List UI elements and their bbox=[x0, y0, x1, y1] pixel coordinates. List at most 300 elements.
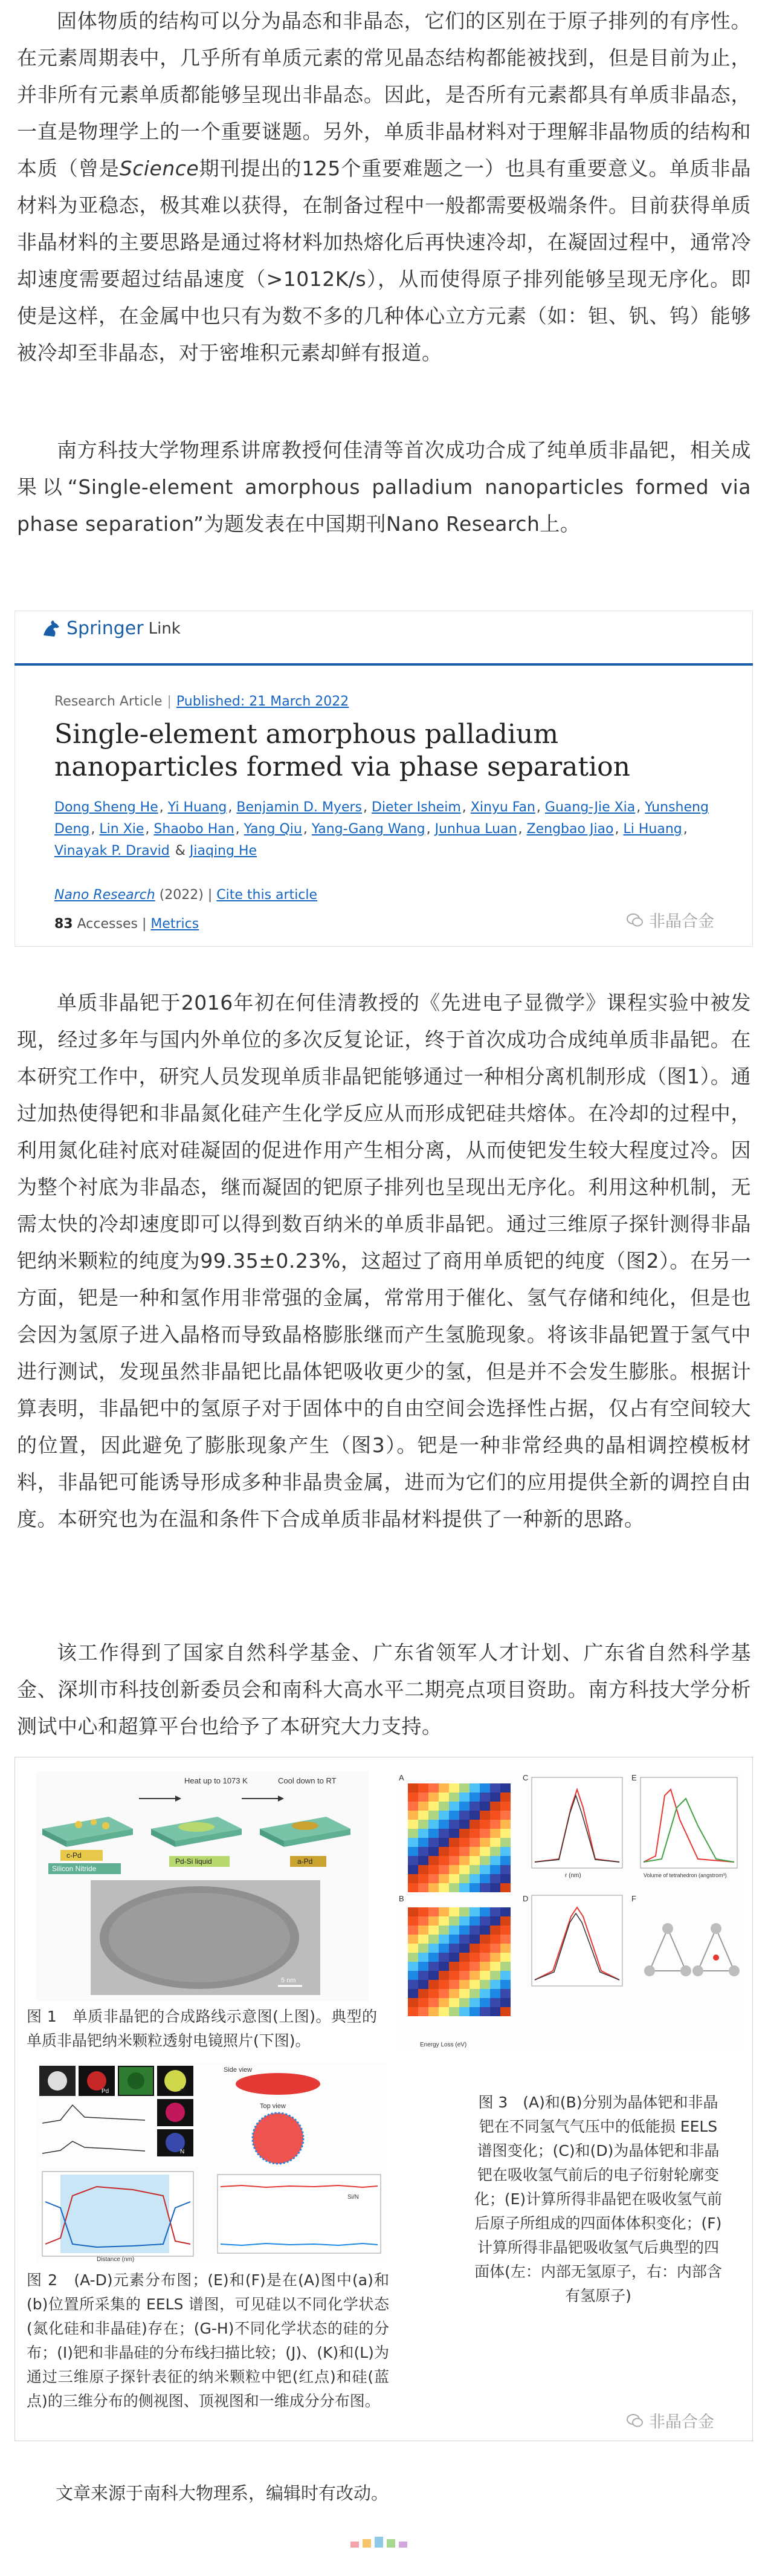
heatmap-cell bbox=[428, 1838, 439, 1847]
heatmap-cell bbox=[470, 1962, 480, 1971]
heatmap-cell bbox=[490, 1856, 500, 1865]
heatmap-cell bbox=[428, 1926, 439, 1935]
author-link[interactable]: Benjamin D. Myers bbox=[236, 800, 362, 815]
heatmap-cell bbox=[449, 1989, 459, 1998]
author-ampersand: & bbox=[175, 843, 190, 858]
journal-line bbox=[54, 887, 317, 903]
author-link[interactable]: Lin Xie bbox=[99, 822, 144, 837]
heatmap-cell bbox=[418, 1792, 428, 1802]
heatmap-cell bbox=[490, 1926, 500, 1935]
watermark-figure bbox=[626, 2409, 714, 2432]
heatmap-cell bbox=[459, 1829, 470, 1838]
cite-article-link[interactable]: Cite this article bbox=[216, 887, 318, 903]
heatmap-cell bbox=[418, 1838, 428, 1847]
heatmap-cell bbox=[459, 1980, 470, 1989]
heatmap-cell bbox=[459, 1926, 470, 1935]
heatmap-cell bbox=[470, 1811, 480, 1820]
journal-year: (2022) bbox=[159, 887, 204, 903]
heatmap-cell bbox=[470, 1792, 480, 1802]
heatmap-cell bbox=[490, 1874, 500, 1883]
heatmap-cell bbox=[439, 1935, 449, 1944]
heatmap-cell bbox=[428, 1980, 439, 1989]
heatmap-cell bbox=[480, 1907, 490, 1916]
heatmap-cell bbox=[459, 1962, 470, 1971]
heatmap-cell bbox=[470, 1847, 480, 1856]
heatmap-cell bbox=[408, 1916, 418, 1926]
heatmap-cell bbox=[449, 1907, 459, 1916]
heatmap-cell bbox=[428, 1962, 439, 1971]
heatmap-cell bbox=[408, 1980, 418, 1989]
heatmap-cell bbox=[500, 1926, 511, 1935]
fig2-sin-label: Si/N bbox=[347, 2194, 359, 2201]
author-link[interactable]: Dong Sheng He bbox=[54, 800, 158, 815]
heatmap-cell bbox=[439, 1971, 449, 1980]
heatmap-cell bbox=[408, 1856, 418, 1865]
heatmap-cell bbox=[500, 1971, 511, 1980]
author-link[interactable]: Yunsheng Deng bbox=[54, 800, 709, 837]
heatmap-cell bbox=[428, 1802, 439, 1811]
heatmap-cell bbox=[470, 1907, 480, 1916]
heatmap-cell bbox=[459, 1874, 470, 1883]
heatmap-cell bbox=[428, 1989, 439, 1998]
heatmap-cell bbox=[428, 1883, 439, 1892]
heatmap-cell bbox=[418, 1962, 428, 1971]
meta-separator: | bbox=[167, 694, 172, 709]
end-decoration bbox=[350, 2537, 407, 2548]
fig2-side-view: Side view bbox=[224, 2066, 253, 2074]
heatmap-cell bbox=[459, 1935, 470, 1944]
fig2-top-view: Top view bbox=[260, 2103, 286, 2110]
heatmap-cell bbox=[428, 1829, 439, 1838]
heatmap-cell bbox=[470, 1856, 480, 1865]
heatmap-cell bbox=[459, 1883, 470, 1892]
heatmap-cell bbox=[418, 2007, 428, 2016]
heatmap-cell bbox=[449, 1820, 459, 1829]
heatmap-cell bbox=[439, 1792, 449, 1802]
heatmap-cell bbox=[480, 1838, 490, 1847]
heatmap-cell bbox=[428, 1856, 439, 1865]
heatmap-cell bbox=[459, 1916, 470, 1926]
heatmap-cell bbox=[500, 1916, 511, 1926]
fig1-scale: 5 nm bbox=[281, 1977, 296, 1984]
heatmap-cell bbox=[418, 1926, 428, 1935]
heatmap-cell bbox=[500, 1847, 511, 1856]
heatmap-cell bbox=[459, 1802, 470, 1811]
heatmap-cell bbox=[418, 1935, 428, 1944]
heatmap-cell bbox=[439, 1926, 449, 1935]
heatmap-cell bbox=[470, 1802, 480, 1811]
heatmap-cell bbox=[449, 1971, 459, 1980]
heatmap-cell bbox=[428, 1820, 439, 1829]
meta-separator: | bbox=[141, 917, 147, 932]
heatmap-cell bbox=[439, 1962, 449, 1971]
heatmap-cell bbox=[418, 1883, 428, 1892]
heatmap-cell bbox=[459, 1953, 470, 1962]
heatmap-cell bbox=[449, 1847, 459, 1856]
heatmap-cell bbox=[408, 1953, 418, 1962]
accesses-label: Accesses bbox=[77, 917, 138, 932]
heatmap-cell bbox=[480, 1865, 490, 1874]
heatmap-cell bbox=[490, 1865, 500, 1874]
heatmap-cell bbox=[490, 1971, 500, 1980]
heatmap-cell bbox=[480, 1792, 490, 1802]
watermark-text: 非晶合金 bbox=[649, 912, 714, 931]
springer-brand: Springer bbox=[66, 618, 144, 639]
fig3-xaxis-a: Energy Loss (eV) bbox=[420, 2042, 467, 2048]
heatmap-cell bbox=[470, 1829, 480, 1838]
heatmap-cell bbox=[418, 1971, 428, 1980]
heatmap-cell bbox=[480, 1944, 490, 1953]
fig3-heatmap-a bbox=[408, 1783, 511, 1892]
heatmap-cell bbox=[490, 2007, 500, 2016]
heatmap-cell bbox=[428, 1865, 439, 1874]
heatmap-cell bbox=[459, 1989, 470, 1998]
heatmap-cell bbox=[490, 1998, 500, 2007]
springer-link-logo[interactable] bbox=[41, 618, 181, 639]
heatmap-cell bbox=[418, 1907, 428, 1916]
fig2-panels bbox=[36, 2063, 387, 2262]
fig1-step2: Cool down to RT bbox=[278, 1776, 337, 1785]
heatmap-cell bbox=[439, 1783, 449, 1792]
heatmap-cell bbox=[490, 1847, 500, 1856]
heatmap-cell bbox=[500, 2007, 511, 2016]
heatmap-cell bbox=[470, 2007, 480, 2016]
heatmap-cell bbox=[470, 1883, 480, 1892]
heatmap-cell bbox=[480, 1989, 490, 1998]
intro-text-a: 固体物质的结构可以分为晶态和非晶态，它们的区别在于原子排列的有序性。在元素周期表中，几乎所有单质元素的常见晶态结构都能被找到，但是目前为止，并非所有元素单质都能够呈现出非晶态。因此，是否所有元素都具有单质非晶态，一直是物理学上的一个重要谜题。另外，单质非晶材料对于理解非晶物质的结构和本质（曾是 bbox=[17, 9, 751, 180]
author-link[interactable]: Xinyu Fan bbox=[470, 800, 535, 815]
heatmap-cell bbox=[439, 1802, 449, 1811]
heatmap-cell bbox=[408, 1907, 418, 1916]
heatmap-cell bbox=[490, 1989, 500, 1998]
source-note: 文章来源于南科大物理系，编辑时有改动。 bbox=[56, 2483, 389, 2503]
heatmap-cell bbox=[428, 1874, 439, 1883]
heatmap-cell bbox=[500, 1856, 511, 1865]
author-link[interactable]: Shaobo Han bbox=[153, 822, 234, 837]
heatmap-cell bbox=[449, 1874, 459, 1883]
heatmap-cell bbox=[439, 1838, 449, 1847]
heatmap-cell bbox=[418, 1916, 428, 1926]
heatmap-cell bbox=[408, 1792, 418, 1802]
heatmap-cell bbox=[449, 1962, 459, 1971]
fig3-d-frame bbox=[532, 1895, 622, 1986]
heatmap-cell bbox=[500, 1944, 511, 1953]
heatmap-cell bbox=[500, 1953, 511, 1962]
heatmap-cell bbox=[459, 1792, 470, 1802]
heatmap-cell bbox=[480, 1953, 490, 1962]
heatmap-cell bbox=[408, 2007, 418, 2016]
heatmap-cell bbox=[480, 1998, 490, 2007]
heatmap-cell bbox=[418, 1944, 428, 1953]
fig2-si-label: Si bbox=[180, 2088, 186, 2095]
heatmap-cell bbox=[449, 1811, 459, 1820]
heatmap-cell bbox=[449, 1783, 459, 1792]
heatmap-cell bbox=[480, 1926, 490, 1935]
author-link[interactable]: Yang-Gang Wang bbox=[311, 822, 425, 837]
heatmap-cell bbox=[490, 1792, 500, 1802]
heatmap-cell bbox=[439, 2007, 449, 2016]
fig3-panel-f: F bbox=[631, 1894, 636, 1903]
heatmap-cell bbox=[408, 1820, 418, 1829]
discovery-paragraph: 单质非晶钯于2016年初在何佳清教授的《先进电子显微学》课程实验中被发现，经过多年与国内外单位的多次反复论证，终于首次成功合成纯单质非晶钯。在本研究工作中，研究人员发现单质非晶钯能够通过一种相分离机制形成（图1）。通过加热使得钯和非晶氮化硅产生化学反应从而形成钯硅共熔体。在冷却的过程中，利用氮化硅衬底对硅凝固的促进作用产生相分离，从而使钯发生较大程度过冷。因为整个衬底为非晶态，继而凝固的钯原子排列也呈现出无序化。利用这种机制，无需太快的冷却速度即可以得到数百纳米的单质非晶钯。通过三维原子探针测得非晶钯纳米颗粒的纯度为99.35±0.23%，这超过了商用单质钯的纯度（图2）。在另一方面，钯是一种和氢作用非常强的金属，常常用于催化、氢气存储和纯化，但是也会因为氢原子进入晶格而导致晶格膨胀继而产生氢脆现象。将该非晶钯置于氢气中进行测试，发现虽然非晶钯比晶体钯吸收更少的氢，但是并不会发生膨胀。根据计算表明，非晶钯中的氢原子对于固体中的自由空间会选择性占据，仅占有空间较大的位置，因此避免了膨胀现象产生（图3）。钯是一种非常经典的晶相调控模板材料，非晶钯可能诱导形成多种非晶贵金属，进而为它们的应用提供全新的调控自由度。本研究也为在温和条件下合成单质非晶材料提供了一种新的思路。 bbox=[17, 991, 751, 1531]
fig3-xaxis-c: r (nm) bbox=[565, 1872, 581, 1879]
author-link[interactable]: Vinayak P. Dravid bbox=[54, 843, 170, 858]
heatmap-cell bbox=[459, 1944, 470, 1953]
heatmap-cell bbox=[470, 1838, 480, 1847]
intro-paragraph bbox=[17, 2, 751, 371]
heatmap-cell bbox=[408, 1783, 418, 1792]
author-link[interactable]: Dieter Isheim bbox=[372, 800, 461, 815]
meta-separator: | bbox=[207, 887, 213, 903]
heatmap-cell bbox=[439, 1820, 449, 1829]
heatmap-cell bbox=[439, 1953, 449, 1962]
heatmap-cell bbox=[470, 1865, 480, 1874]
heatmap-cell bbox=[480, 2007, 490, 2016]
article-title[interactable]: Single-element amorphous palladium nanoparticles formed via phase separation bbox=[54, 719, 630, 782]
author-link[interactable]: Yi Huang bbox=[167, 800, 227, 815]
heatmap-cell bbox=[459, 1820, 470, 1829]
heatmap-cell bbox=[500, 1907, 511, 1916]
heatmap-cell bbox=[428, 1847, 439, 1856]
heatmap-cell bbox=[470, 1820, 480, 1829]
heatmap-cell bbox=[428, 1916, 439, 1926]
heatmap-cell bbox=[408, 1944, 418, 1953]
heatmap-cell bbox=[439, 1874, 449, 1883]
heatmap-cell bbox=[490, 1829, 500, 1838]
author-list: Dong Sheng He, Yi Huang, Benjamin D. Myers, Dieter Isheim, Xinyu Fan, Guang-Jie Xia, Yunsheng Deng, Lin Xie, Shaobo Han, Yang Qiu, Yang-Gang Wang, Junhua Luan, Zengbao Jiao, Li Huang, Vinayak P. Dravid & Jiaqing He bbox=[54, 800, 709, 858]
journal-link[interactable]: Nano Research bbox=[54, 887, 155, 903]
heatmap-cell bbox=[418, 1802, 428, 1811]
author-link[interactable]: Yang Qiu bbox=[244, 822, 302, 837]
heatmap-cell bbox=[449, 1980, 459, 1989]
heatmap-cell bbox=[439, 1989, 449, 1998]
heatmap-cell bbox=[480, 1829, 490, 1838]
heatmap-cell bbox=[470, 1783, 480, 1792]
heatmap-cell bbox=[418, 1874, 428, 1883]
heatmap-cell bbox=[418, 1953, 428, 1962]
heatmap-cell bbox=[490, 1962, 500, 1971]
heatmap-cell bbox=[459, 1856, 470, 1865]
published-date-link[interactable]: Published: 21 March 2022 bbox=[176, 694, 349, 709]
author-link[interactable]: Guang-Jie Xia bbox=[544, 800, 636, 815]
heatmap-cell bbox=[480, 1874, 490, 1883]
heatmap-cell bbox=[439, 1944, 449, 1953]
heatmap-cell bbox=[439, 1916, 449, 1926]
heatmap-cell bbox=[459, 1811, 470, 1820]
springer-horse-icon bbox=[41, 618, 62, 639]
intro-text-b: 期刊提出的125个重要难题之一）也具有重要意义。单质非晶材料为亚稳态，极其难以获得，在制备过程中一般都需要极端条件。目前获得单质非晶材料的主要思路是通过将材料加热熔化后再快速冷却，在凝固过程中，通常冷却速度需要超过结晶速度（>1012K/s），从而使得原子排列能够呈现无序化。即使是这样，在金属中也只有为数不多的几种体心立方元素（如：钽、钒、钨）能够被冷却至非晶态，对于密堆积元素却鲜有报道。 bbox=[17, 157, 751, 365]
springer-header-rule bbox=[15, 663, 753, 666]
heatmap-cell bbox=[459, 1865, 470, 1874]
heatmap-cell bbox=[459, 1971, 470, 1980]
heatmap-cell bbox=[428, 1783, 439, 1792]
heatmap-cell bbox=[428, 1998, 439, 2007]
fig3-caption: 图 3 (A)和(B)分别为晶体钯和非晶钯在不同氢气气压中的低能损 EELS 谱图变化；(C)和(D)为晶体钯和非晶钯在吸收氢气前后的电子衍射轮廓变化；(E)计算所得非晶钯在吸收氢气前后原子所组成的四面体体积变化；(F)计算所得非晶钯吸收氢气后典型的四面体(左：内部无氢原子，右：内部含有氢原子) bbox=[474, 2094, 723, 2305]
heatmap-cell bbox=[408, 1962, 418, 1971]
heatmap-cell bbox=[449, 2007, 459, 2016]
heatmap-cell bbox=[408, 1874, 418, 1883]
heatmap-cell bbox=[490, 1980, 500, 1989]
heatmap-cell bbox=[439, 1883, 449, 1892]
heatmap-cell bbox=[418, 1989, 428, 1998]
fig3-panel-c: C bbox=[523, 1773, 529, 1782]
heatmap-cell bbox=[439, 1865, 449, 1874]
fig1-label-a: c-Pd bbox=[66, 1851, 82, 1860]
heatmap-cell bbox=[428, 1953, 439, 1962]
heatmap-cell bbox=[428, 1792, 439, 1802]
fig3-heatmap-b bbox=[408, 1907, 511, 2016]
fig3-panels bbox=[396, 1771, 743, 2049]
heatmap-cell bbox=[408, 1838, 418, 1847]
heatmap-cell bbox=[459, 1907, 470, 1916]
heatmap-cell bbox=[449, 1883, 459, 1892]
heatmap-cell bbox=[490, 1916, 500, 1926]
heatmap-cell bbox=[459, 1847, 470, 1856]
wechat-icon bbox=[626, 911, 644, 929]
fig2-pd-label: Pd bbox=[102, 2088, 109, 2095]
fig1-step1: Heat up to 1073 K bbox=[184, 1776, 248, 1785]
fig1-schematic bbox=[36, 1771, 369, 2001]
heatmap-cell bbox=[449, 1926, 459, 1935]
heatmap-cell bbox=[470, 1944, 480, 1953]
heatmap-cell bbox=[428, 1935, 439, 1944]
heatmap-cell bbox=[480, 1820, 490, 1829]
heatmap-cell bbox=[439, 1980, 449, 1989]
heatmap-cell bbox=[470, 1971, 480, 1980]
fig1-label-c: Pd-Si liquid bbox=[175, 1857, 212, 1866]
accesses-count: 83 bbox=[54, 917, 73, 932]
heatmap-cell bbox=[449, 1998, 459, 2007]
heatmap-cell bbox=[418, 1829, 428, 1838]
fig2-xaxis: Distance (nm) bbox=[97, 2256, 135, 2262]
heatmap-cell bbox=[500, 1998, 511, 2007]
heatmap-cell bbox=[470, 1953, 480, 1962]
heatmap-cell bbox=[480, 1811, 490, 1820]
heatmap-cell bbox=[500, 1883, 511, 1892]
heatmap-cell bbox=[439, 1829, 449, 1838]
author-link[interactable]: Li Huang bbox=[623, 822, 682, 837]
heatmap-cell bbox=[459, 1998, 470, 2007]
science-journal-name: Science bbox=[119, 157, 199, 180]
heatmap-cell bbox=[459, 1783, 470, 1792]
heatmap-cell bbox=[470, 1916, 480, 1926]
heatmap-cell bbox=[408, 1935, 418, 1944]
heatmap-cell bbox=[500, 1962, 511, 1971]
heatmap-cell bbox=[490, 1820, 500, 1829]
heatmap-cell bbox=[439, 1998, 449, 2007]
author-link[interactable]: Zengbao Jiao bbox=[526, 822, 614, 837]
heatmap-cell bbox=[480, 1883, 490, 1892]
heatmap-cell bbox=[480, 1935, 490, 1944]
heatmap-cell bbox=[449, 1856, 459, 1865]
heatmap-cell bbox=[418, 1980, 428, 1989]
heatmap-cell bbox=[418, 1783, 428, 1792]
fig2-apt-side bbox=[236, 2073, 320, 2095]
heatmap-cell bbox=[500, 1802, 511, 1811]
author-link[interactable]: Jiaqing He bbox=[189, 843, 257, 858]
heatmap-cell bbox=[449, 1935, 459, 1944]
wechat-icon bbox=[626, 2412, 644, 2430]
heatmap-cell bbox=[480, 1962, 490, 1971]
heatmap-cell bbox=[500, 1989, 511, 1998]
watermark-text: 非晶合金 bbox=[649, 2413, 714, 2432]
heatmap-cell bbox=[449, 1953, 459, 1962]
fig3-panel-a: A bbox=[399, 1773, 404, 1782]
heatmap-cell bbox=[428, 1971, 439, 1980]
heatmap-cell bbox=[480, 1856, 490, 1865]
heatmap-cell bbox=[408, 1811, 418, 1820]
heatmap-cell bbox=[428, 2007, 439, 2016]
heatmap-cell bbox=[418, 1865, 428, 1874]
heatmap-cell bbox=[490, 1802, 500, 1811]
fig2-n-label: N bbox=[180, 2149, 185, 2155]
heatmap-cell bbox=[418, 1998, 428, 2007]
heatmap-cell bbox=[418, 1820, 428, 1829]
heatmap-cell bbox=[439, 1907, 449, 1916]
article-meta bbox=[54, 694, 349, 709]
access-metrics bbox=[54, 917, 199, 932]
heatmap-cell bbox=[459, 2007, 470, 2016]
heatmap-cell bbox=[428, 1811, 439, 1820]
heatmap-cell bbox=[480, 1783, 490, 1792]
fig2-caption: 图 2 (A-D)元素分布图；(E)和(F)是在(A)图中(a)和(b)位置所采集的 EELS 谱图，可见硅以不同化学状态(氮化硅和非晶硅)存在；(G-H)不同化学状态的硅的分布；(I)钯和非晶硅的分布线扫描比较；(J)、(K)和(L)为通过三维原子探针表征的纳米颗粒中钯(红点)和硅(蓝点)的三维分布的侧视图、顶视图和一维成分分布图。 bbox=[27, 2271, 389, 2410]
heatmap-cell bbox=[500, 1980, 511, 1989]
heatmap-cell bbox=[449, 1865, 459, 1874]
heatmap-cell bbox=[408, 1926, 418, 1935]
heatmap-cell bbox=[470, 1989, 480, 1998]
heatmap-cell bbox=[490, 1783, 500, 1792]
heatmap-cell bbox=[500, 1829, 511, 1838]
heatmap-cell bbox=[408, 1865, 418, 1874]
heatmap-cell bbox=[428, 1907, 439, 1916]
heatmap-cell bbox=[418, 1856, 428, 1865]
heatmap-cell bbox=[449, 1829, 459, 1838]
heatmap-cell bbox=[418, 1811, 428, 1820]
heatmap-cell bbox=[500, 1935, 511, 1944]
heatmap-cell bbox=[408, 1971, 418, 1980]
heatmap-cell bbox=[500, 1783, 511, 1792]
heatmap-cell bbox=[439, 1811, 449, 1820]
fig1-caption: 图 1 单质非晶钯的合成路线示意图(上图)。典型的单质非晶钯纳米颗粒透射电镜照片(下图)。 bbox=[27, 2008, 377, 2049]
heatmap-cell bbox=[439, 1847, 449, 1856]
publication-paragraph: 南方科技大学物理系讲席教授何佳清等首次成功合成了纯单质非晶钯，相关成果以“Single-element amorphous palladium nanoparticles formed via phase separation”为题发表在中国期刊Nano Research上。 bbox=[17, 438, 751, 536]
author-link[interactable]: Junhua Luan bbox=[434, 822, 517, 837]
fig3-panel-d: D bbox=[523, 1894, 529, 1903]
heatmap-cell bbox=[490, 1811, 500, 1820]
heatmap-cell bbox=[449, 1916, 459, 1926]
heatmap-cell bbox=[408, 1989, 418, 1998]
fig3-panel-b: B bbox=[399, 1894, 404, 1903]
heatmap-cell bbox=[490, 1838, 500, 1847]
heatmap-cell bbox=[470, 1926, 480, 1935]
heatmap-cell bbox=[490, 1935, 500, 1944]
heatmap-cell bbox=[500, 1792, 511, 1802]
heatmap-cell bbox=[500, 1838, 511, 1847]
heatmap-cell bbox=[449, 1802, 459, 1811]
springer-brand-suffix: Link bbox=[148, 619, 181, 638]
heatmap-cell bbox=[408, 1998, 418, 2007]
heatmap-cell bbox=[408, 1883, 418, 1892]
heatmap-cell bbox=[470, 1998, 480, 2007]
heatmap-cell bbox=[500, 1820, 511, 1829]
heatmap-cell bbox=[500, 1874, 511, 1883]
heatmap-cell bbox=[490, 1944, 500, 1953]
heatmap-cell bbox=[470, 1980, 480, 1989]
metrics-link[interactable]: Metrics bbox=[150, 917, 199, 932]
fig3-panel-e: E bbox=[631, 1773, 637, 1782]
heatmap-cell bbox=[449, 1838, 459, 1847]
fig1-label-d: a-Pd bbox=[297, 1857, 313, 1866]
